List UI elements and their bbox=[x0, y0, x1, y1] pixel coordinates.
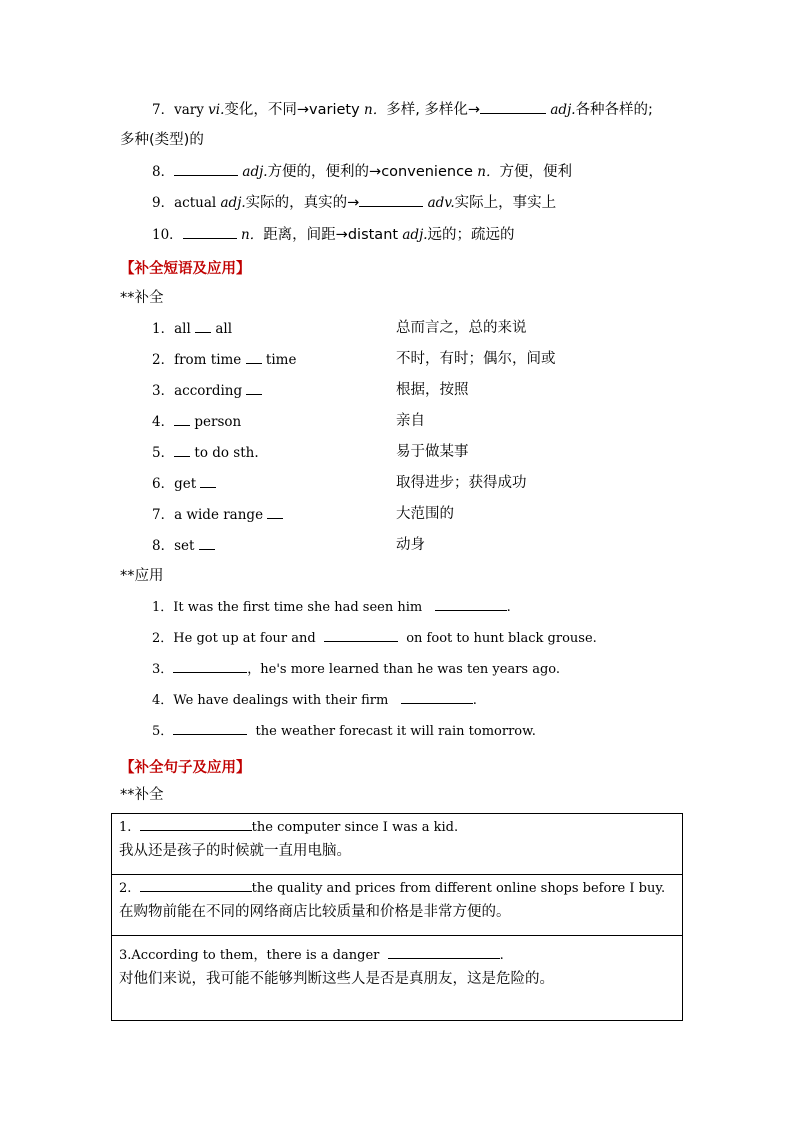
sentence-english: 1. the computer since I was a kid. bbox=[119, 820, 459, 835]
sentence-english: 2. the quality and prices from different online shops before I buy. bbox=[119, 881, 666, 896]
answer-blank[interactable] bbox=[480, 101, 546, 114]
answer-blank[interactable] bbox=[199, 537, 215, 550]
vocab-item-9: 9．actual adj.实际的，真实的→ adv.实际上，事实上 bbox=[152, 195, 557, 211]
phrase-item: 8．set bbox=[152, 534, 215, 554]
phrase-item: 2．from time time bbox=[152, 352, 297, 368]
phrase-meaning: 亲自 bbox=[396, 413, 425, 429]
sentence-chinese: 在购物前能在不同的网络商店比较质量和价格是非常方便的。 bbox=[119, 904, 511, 920]
sentence-chinese: 对他们来说，我可能不能够判断这些人是否是真朋友，这是危险的。 bbox=[119, 971, 554, 987]
phrase-item: 1．all all bbox=[152, 321, 233, 337]
apply-item: 4．We have dealings with their firm . bbox=[152, 693, 477, 708]
answer-blank[interactable] bbox=[174, 413, 190, 426]
table-row bbox=[112, 875, 683, 936]
phrase-meaning: 不时，有时；偶尔，间或 bbox=[396, 351, 556, 367]
answer-blank[interactable] bbox=[140, 818, 252, 831]
phrase-item: 6．get bbox=[152, 472, 216, 492]
answer-blank[interactable] bbox=[246, 382, 262, 395]
sentence-chinese: 我从还是孩子的时候就一直用电脑。 bbox=[119, 843, 351, 859]
fill-label: **补全 bbox=[120, 787, 164, 803]
answer-blank[interactable] bbox=[140, 879, 252, 892]
phrase-item: 5． to do sth. bbox=[152, 445, 259, 461]
apply-item: 1．It was the first time she had seen him . bbox=[152, 600, 511, 615]
answer-blank[interactable] bbox=[173, 660, 247, 673]
phrase-meaning: 总而言之，总的来说 bbox=[396, 320, 527, 336]
answer-blank[interactable] bbox=[246, 351, 262, 364]
phrase-meaning: 易于做某事 bbox=[396, 444, 469, 460]
table-row bbox=[112, 814, 683, 875]
answer-blank[interactable] bbox=[359, 194, 423, 207]
sentence-table bbox=[111, 813, 683, 1021]
apply-item: 3． ，he's more learned than he was ten years ago. bbox=[152, 662, 561, 677]
answer-blank[interactable] bbox=[388, 946, 500, 959]
answer-blank[interactable] bbox=[401, 691, 473, 704]
phrase-meaning: 动身 bbox=[396, 537, 425, 553]
vocab-item-7-continued: 多种(类型)的 bbox=[120, 132, 204, 148]
phrase-item: 7．a wide range bbox=[152, 503, 283, 523]
phrase-item: 4． person bbox=[152, 414, 242, 430]
vocab-item-7: 7．vary vi.变化，不同→variety n．多样, 多样化→ adj.各种各样的; bbox=[152, 102, 653, 118]
phrase-item: 3．according bbox=[152, 379, 262, 399]
apply-item: 5． the weather forecast it will rain tomorrow. bbox=[152, 724, 536, 739]
fill-label: **补全 bbox=[120, 290, 164, 306]
answer-blank[interactable] bbox=[195, 320, 211, 333]
vocab-item-10: 10． n．距离，间距→distant adj.远的；疏远的 bbox=[152, 227, 515, 243]
apply-item: 2．He got up at four and on foot to hunt black grouse. bbox=[152, 631, 597, 646]
answer-blank[interactable] bbox=[200, 475, 216, 488]
table-row bbox=[112, 936, 683, 1021]
answer-blank[interactable] bbox=[173, 722, 247, 735]
sentence-english: 3.According to them，there is a danger . bbox=[119, 948, 504, 963]
answer-blank[interactable] bbox=[183, 226, 237, 239]
vocab-item-8: 8． adj.方便的，便利的→convenience n．方便，便利 bbox=[152, 164, 572, 180]
answer-blank[interactable] bbox=[324, 629, 398, 642]
apply-label: **应用 bbox=[120, 568, 164, 584]
section-title-sentences: 【补全句子及应用】 bbox=[120, 760, 251, 776]
phrase-meaning: 根据，按照 bbox=[396, 382, 469, 398]
phrase-meaning: 大范围的 bbox=[396, 506, 454, 522]
answer-blank[interactable] bbox=[174, 163, 238, 176]
section-title-phrases: 【补全短语及应用】 bbox=[120, 261, 251, 277]
answer-blank[interactable] bbox=[267, 506, 283, 519]
phrase-meaning: 取得进步；获得成功 bbox=[396, 475, 527, 491]
answer-blank[interactable] bbox=[174, 444, 190, 457]
answer-blank[interactable] bbox=[435, 598, 507, 611]
